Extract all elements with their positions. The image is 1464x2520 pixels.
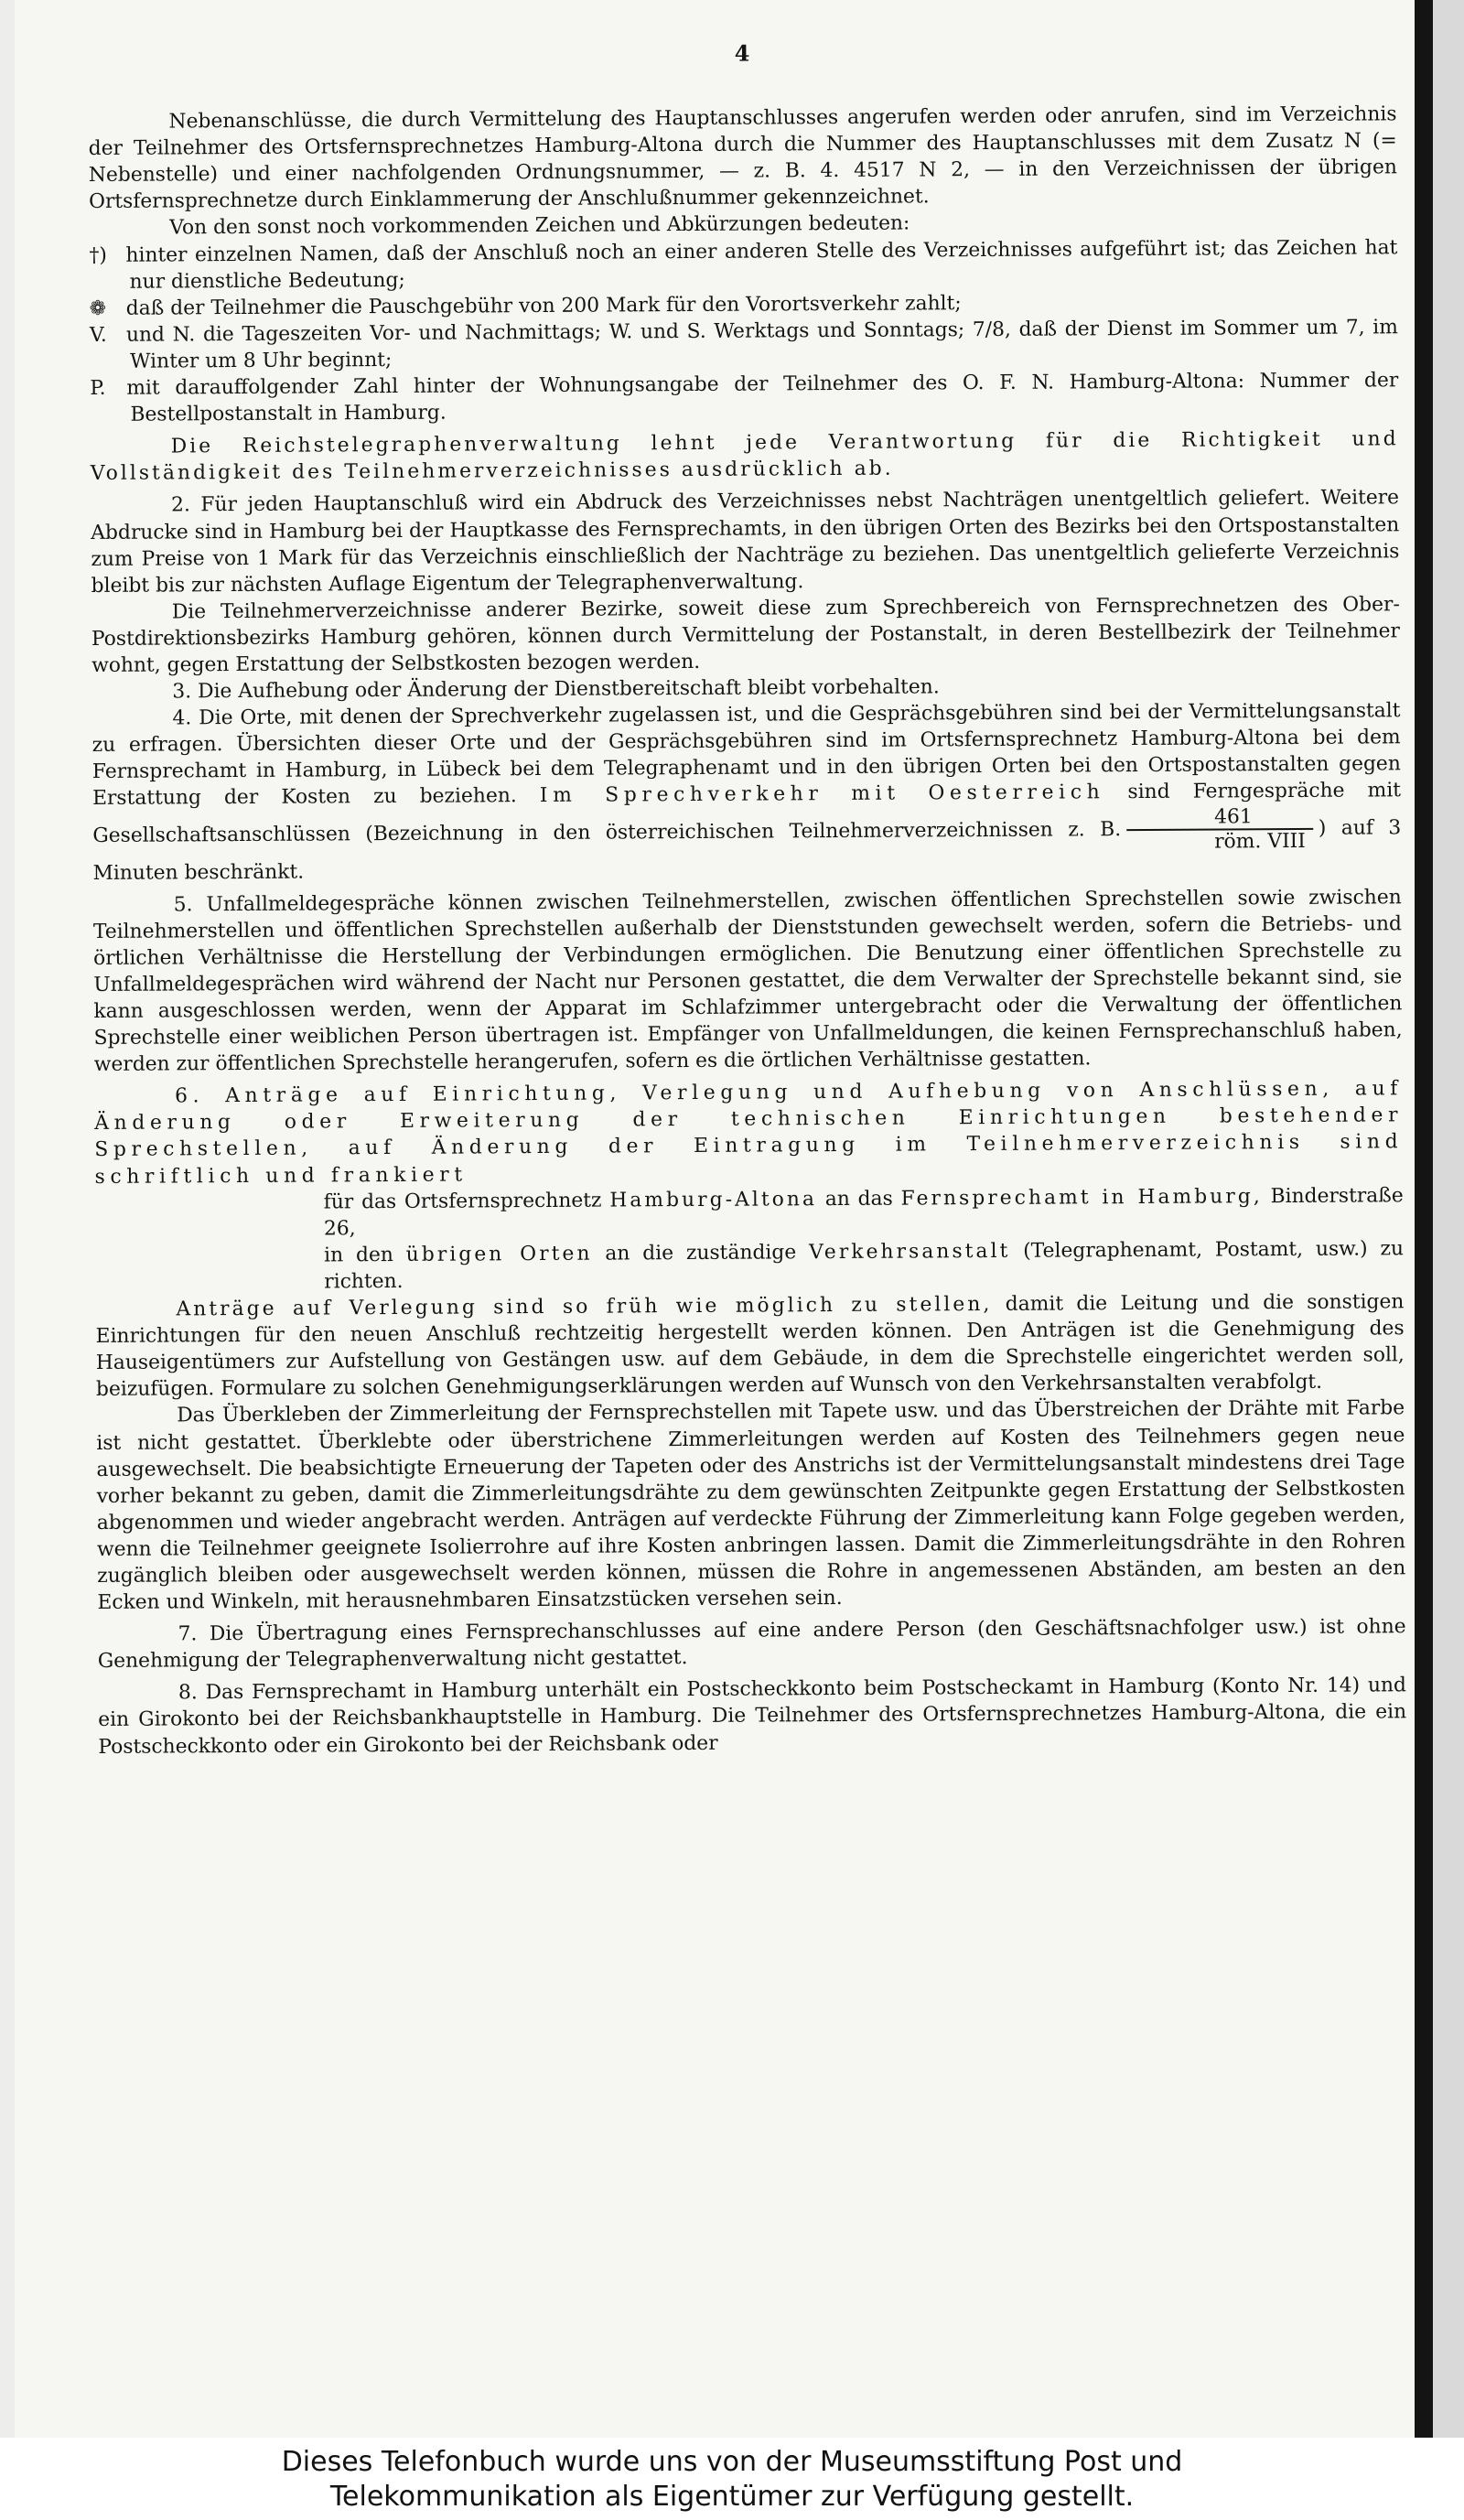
address-text: für das Ortsfernsprechnetz (323, 1189, 602, 1214)
sign-text: mit darauffolgender Zahl hinter der Wohnungsangabe der Teilnehmer des O. F. N. Hamburg-Altona: Nummer der Bestellpostanstalt in Hamburg. (126, 369, 1399, 426)
caption-line-2: Telekommunikation als Eigentümer zur Verfügung gestellt. (329, 2481, 1135, 2513)
page-number: 4 (734, 39, 750, 67)
paragraph-7: 7. Die Übertragung eines Fernsprechanschlusses auf eine andere Person (den Geschäftsnachfolger usw.) ist ohne Genehmigung der Telegraphenverwaltung nicht gestattet. (97, 1615, 1406, 1674)
fraction-denominator: röm. VIII (1214, 829, 1306, 854)
sign-item-dagger (89, 234, 1397, 296)
address-spaced: Fernsprechamt in Hamburg, (900, 1184, 1263, 1211)
paragraph-3: 3. Die Aufhebung oder Änderung der Dienstbereitschaft bleibt vorbehalten. (172, 675, 940, 704)
paragraph-6c: Das Überkleben der Zimmerleitung der Fernsprechstellen mit Tapete usw. und das Überstreichen der Drähte mit Farbe ist nicht gestattet. Überklebte oder überstrichene Zimmerleitungen werden auf Kosten des Teilnehmers gegen neue ausgewechselt. Die beabsichtigte Erneuerung der Tapeten oder des Anstrichs ist der Vermittelungsanstalt mindestens drei Tage vorher bekannt zu geben, damit die Zimmerleitungsdrähte zu dem gewünschten Zeitpunkte gegen Erstattung der Selbstkosten abgenommen und wieder angebracht werden. Anträgen auf verdeckte Führung der Zimmerleitung kann Folge gegeben werden, wenn die Teilnehmer geeignete Isolierrohre auf ihre Kosten anbringen lassen. Damit die Zimmerleitungsdrähte in den Rohren zugänglich bleiben oder ausgewechselt werden können, müssen die Rohre in angemessenen Abständen, am besten an den Ecken und Winkeln, mit herausnehmbaren Einsatzstücken versehen sein. (96, 1396, 1406, 1615)
scan-margin (1433, 0, 1464, 2438)
address-text: an das (824, 1187, 893, 1211)
caption-line-1: Dieses Telefonbuch wurde uns von der Museumsstiftung Post und (281, 2446, 1183, 2478)
paragraph-6-address-2 (95, 1235, 1404, 1297)
page-edge-shadow (1415, 0, 1433, 2438)
sign-text: hinter einzelnen Namen, daß der Anschluß noch an einer anderen Stelle des Verzeichnisses aufgeführt ist; das Zeichen hat nur dienstliche Bedeutung; (125, 235, 1398, 294)
paragraph-4-text: ) auf 3 Minuten beschränkt. (92, 815, 1402, 885)
dagger-mark: †) (89, 243, 107, 267)
paragraph-2b: Die Teilnehmerverzeichnisse anderer Bezirke, soweit diese zum Sprechbereich von Fernsprechnetzen des Ober-Postdirektionsbezirks Hamburg gehören, können durch Vermittelung der Postanstalt, in deren Bestellbezirk der Teilnehmer wohnt, gegen Erstattung der Selbstkosten bezogen werden. (91, 593, 1401, 677)
intro-paragraph: Nebenanschlüsse, die durch Vermittelung des Hauptanschlusses angerufen werden oder anrufen, sind im Verzeichnis der Teilnehmer des Ortsfernsprechnetzes Hamburg-Altona durch die Nummer des Hauptanschlusses mit dem Zusatz N (= Nebenstelle) und einer nachfolgenden Ordnungsnummer, — z. B. 4. 4517 N 2, — in den Verzeichnissen der übrigen Ortsfernsprechnetze durch Einklammerung der Anschlußnummer gekennzeichnet. (88, 102, 1397, 214)
address-text: in den (324, 1243, 393, 1267)
sign-text: und N. die Tageszeiten Vor- und Nachmittags; W. und S. Werktags und Sonntags; 7/8, daß der Dienst im Sommer um 7, im Winter um 8 Uhr beginnt; (125, 316, 1398, 373)
address-text: Binderstraße 26, (323, 1183, 1404, 1241)
address-spaced: Hamburg-Altona (609, 1187, 818, 1212)
paragraph-6-address-1 (95, 1182, 1404, 1244)
fraction-numerator: 461 (1126, 804, 1313, 830)
address-text: an die zuständige (605, 1241, 797, 1265)
paragraph-4-text: sind Ferngespräche mit Gesellschaftsanschlüssen (Bezeichnung in den österreichischen Teilnehmerverzeichnissen z. B. (92, 779, 1402, 847)
paragraph-6b-spaced: Anträge auf Verlegung sind so früh wie möglich zu stellen, (176, 1293, 993, 1321)
paragraph-8: 8. Das Fernsprechamt in Hamburg unterhält ein Postscheckkonto beim Postscheckamt in Hamburg (Konto Nr. 14) und ein Girokonto bei der Reichsbankhauptstelle in Hamburg. Die Teilnehmer des Ortsfernsprechnetzes Hamburg-Altona, die ein Postscheckkonto oder ein Girokonto bei der Reichsbank oder (98, 1674, 1407, 1759)
paragraph-6-heading: 6. Anträge auf Einrichtung, Verlegung und Aufhebung von Anschlüssen, auf Änderung oder Erweiterung der technischen Einrichtungen bestehender Sprechstellen, auf Änderung der Eintragung im Teilnehmerverzeichnis sind schriftlich und frankiert (94, 1077, 1404, 1189)
sign-text: daß der Teilnehmer die Pauschgebühr von 200 Mark für den Vorortsverkehr zahlt; (125, 291, 962, 320)
paragraph-4-text: 4. Die Orte, mit denen der Sprechverkehr zugelassen ist, und die Gesprächsgebühren sind bei der Vermittelungsanstalt zu erfragen. Übersichten dieser Orte und der Gesprächsgebühren sind im Ortsfernsprechnetz Hamburg-Altona bei dem Fernsprechamt in Hamburg, in Lübeck bei dem Telegraphenamt und in den übrigen Orten bei den Ortspostanstalten gegen Erstattung der Kosten zu beziehen. (92, 699, 1401, 811)
paragraph-4 (92, 697, 1401, 886)
address-spaced: Verkehrsanstalt (809, 1239, 1011, 1265)
paragraph-6b (95, 1288, 1405, 1403)
document-page (15, 0, 1415, 2438)
paragraph-2: 2. Für jeden Hauptanschluß wird ein Abdruck des Verzeichnisses nebst Nachträgen unentgeltlich geliefert. Weitere Abdrucke sind in Hamburg bei der Hauptkasse des Fernsprechamts, in den übrigen Orten des Bezirks bei den Ortspostanstalten zum Preise von 1 Mark für das Verzeichnis einschließlich der Nachträge zu beziehen. Das unentgeltlich gelieferte Verzeichnis bleibt bis zur nächsten Auflage Eigentum der Telegraphenverwaltung. (91, 486, 1400, 598)
signs-intro: Von den sonst noch vorkommenden Zeichen und Abkürzungen bedeuten: (169, 211, 910, 240)
v-mark: V. (89, 323, 107, 347)
sign-item-p (90, 367, 1398, 428)
paragraph-6b-text: damit die Leitung und die sonstigen Einrichtungen für den neuen Anschluß rechtzeitig hergestellt werden können. Den Anträgen ist die Genehmigung des Hauseigentümers zur Aufstellung von Gestängen usw. auf dem Gebäude, in dem die Sprechstelle eingerichtet werden soll, beizufügen. Formulare zu solchen Genehmigungserklärungen werden auf Wunsch von den Verkehrsanstalten verabfolgt. (95, 1290, 1405, 1402)
disclaimer: Die Reichstelegraphenverwaltung lehnt jede Verantwortung für die Richtigkeit und Vollständigkeit des Teilnehmerverzeichnisses ausdrücklich ab. (90, 427, 1399, 486)
address-spaced: übrigen Orten (405, 1242, 593, 1266)
p-mark: P. (90, 376, 106, 401)
address-text: (Telegraphenamt, Postamt, usw.) zu richten. (324, 1237, 1405, 1294)
flower-mark-icon: ❁ (89, 296, 107, 320)
ownership-caption (0, 2438, 1464, 2520)
paragraph-5: 5. Unfallmeldegespräche können zwischen Teilnehmerstellen, zwischen öffentlichen Sprechstellen sowie zwischen Teilnehmerstellen und öffentlichen Sprechstellen außerhalb der Dienststunden gewechselt werden, sofern die Betriebs- und örtlichen Verhältnisse die Herstellung der Verbindungen ermöglichen. Die Benutzung einer öffentlichen Sprechstelle zu Unfallmeldegesprächen wird während der Nacht nur Personen gestattet, die dem Verwalter der Sprechstelle bekannt sind, sie kann ausgeschlossen werden, wenn der Apparat im Schlafzimmer untergebracht oder die Verwaltung der öffentlichen Sprechstelle einer weiblichen Person übertragen ist. Empfänger von Unfallmeldungen, die keinen Fernsprechanschluß haben, werden zur öffentlichen Sprechstelle herangerufen, sofern es die örtlichen Verhältnisse gestatten. (92, 885, 1403, 1077)
paragraph-4-spaced: Im Sprechverkehr mit Oesterreich (539, 781, 1105, 808)
page-text-body (88, 36, 1406, 1760)
fraction (1126, 804, 1313, 853)
sign-item-v (90, 314, 1398, 375)
